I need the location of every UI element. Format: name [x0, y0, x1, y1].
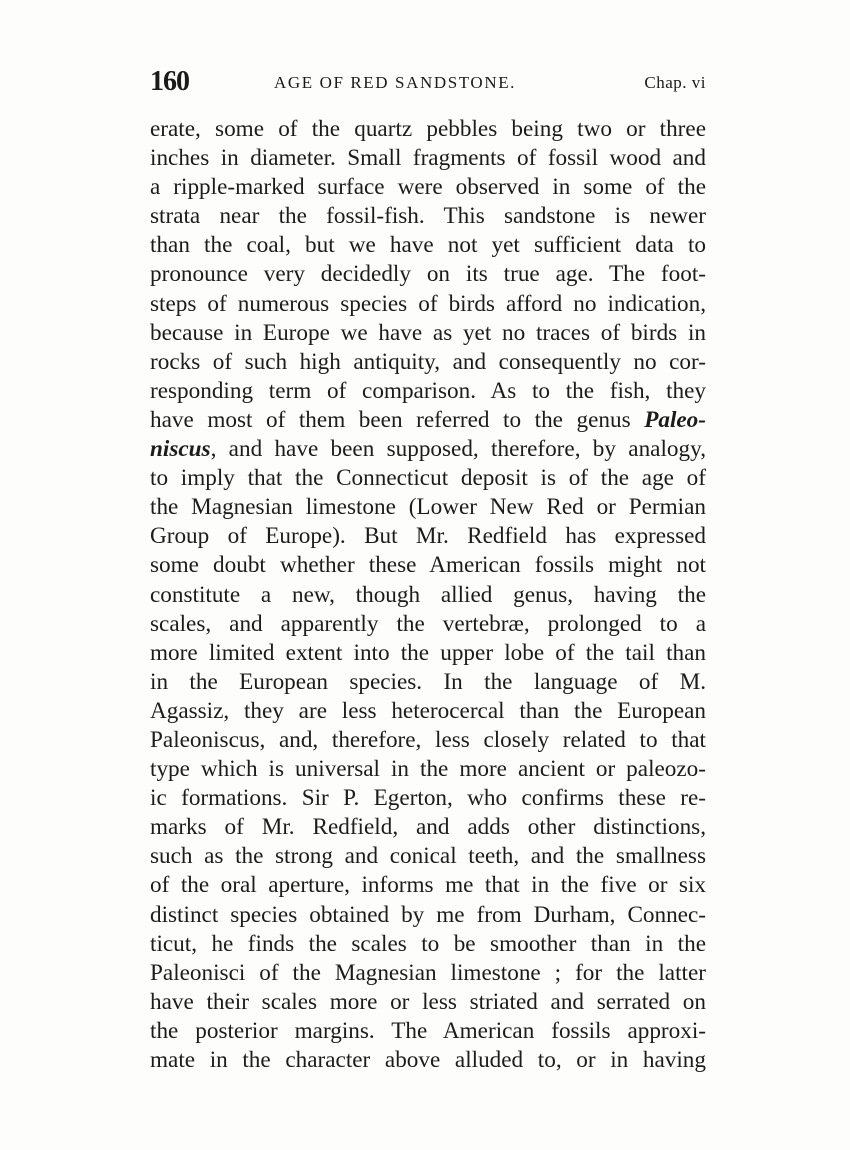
page-number: 160: [150, 66, 189, 97]
text-line: responding term of comparison. As to the fish, they: [150, 377, 706, 404]
page-header: [150, 66, 706, 106]
text-line: Group of Europe). But Mr. Redfield has expressed: [150, 523, 706, 550]
text-line: type which is universal in the more ancient or paleozo-: [150, 756, 706, 783]
text-line: a ripple-marked surface were observed in some of the: [150, 174, 706, 201]
text-line: rocks of such high antiquity, and consequently no cor-: [150, 348, 706, 375]
text-line: of the oral aperture, informs me that in the five or six: [150, 872, 706, 899]
text-line: constitute a new, though allied genus, having the: [150, 581, 706, 608]
text-line: because in Europe we have as yet no traces of birds in: [150, 319, 706, 346]
text-line: marks of Mr. Redfield, and adds other distinctions,: [150, 814, 706, 841]
text-line: inches in diameter. Small fragments of fossil wood and: [150, 145, 706, 172]
text-segment: have most of them been referred to the genus: [150, 406, 645, 433]
text-line: have their scales more or less striated and serrated on: [150, 988, 706, 1015]
text-line: Paleonisci of the Magnesian limestone ; for the latter: [150, 959, 706, 986]
text-line: pronounce very decidedly on its true age. The foot-: [150, 261, 706, 288]
text-line: scales, and apparently the vertebræ, prolonged to a: [150, 610, 706, 637]
text-line: strata near the fossil-fish. This sandstone is newer: [150, 203, 706, 230]
text-line: steps of numerous species of birds afford no indication,: [150, 290, 706, 317]
text-line: the Magnesian limestone (Lower New Red or Permian: [150, 494, 706, 521]
text-line: such as the strong and conical teeth, and the smallness: [150, 843, 706, 870]
text-line: than the coal, but we have not yet sufficient data to: [150, 232, 706, 259]
chapter-label: Chap. vi: [644, 73, 706, 92]
text-line-with-italic: [150, 406, 706, 435]
text-line: erate, some of the quartz pebbles being two or three: [150, 116, 706, 142]
text-line: some doubt whether these American fossils might not: [150, 552, 706, 579]
running-title: AGE OF RED SANDSTONE.: [274, 73, 517, 92]
text-line: mate in the character above alluded to, or in having: [150, 1047, 706, 1073]
italic-genus-name: Paleo-: [644, 406, 706, 433]
text-line: Agassiz, they are less heterocercal than the European: [150, 697, 706, 724]
text-line-with-italic: [150, 435, 706, 464]
text-line: the posterior margins. The American fossils approxi-: [150, 1017, 706, 1044]
text-line: ic formations. Sir P. Egerton, who confirms these re-: [150, 785, 706, 812]
text-line: distinct species obtained by me from Durham, Connec-: [150, 901, 706, 928]
text-line: to imply that the Connecticut deposit is of the age of: [150, 465, 706, 492]
text-line: ticut, he finds the scales to be smoother than in the: [150, 930, 706, 957]
body-text: [150, 115, 706, 1075]
text-segment: , and have been supposed, therefore, by analogy,: [210, 436, 706, 463]
text-line: Paleoniscus, and, therefore, less closely related to that: [150, 726, 706, 753]
italic-genus-name: niscus: [150, 436, 211, 463]
text-line: more limited extent into the upper lobe of the tail than: [150, 639, 706, 666]
text-line: in the European species. In the language of M.: [150, 668, 706, 695]
